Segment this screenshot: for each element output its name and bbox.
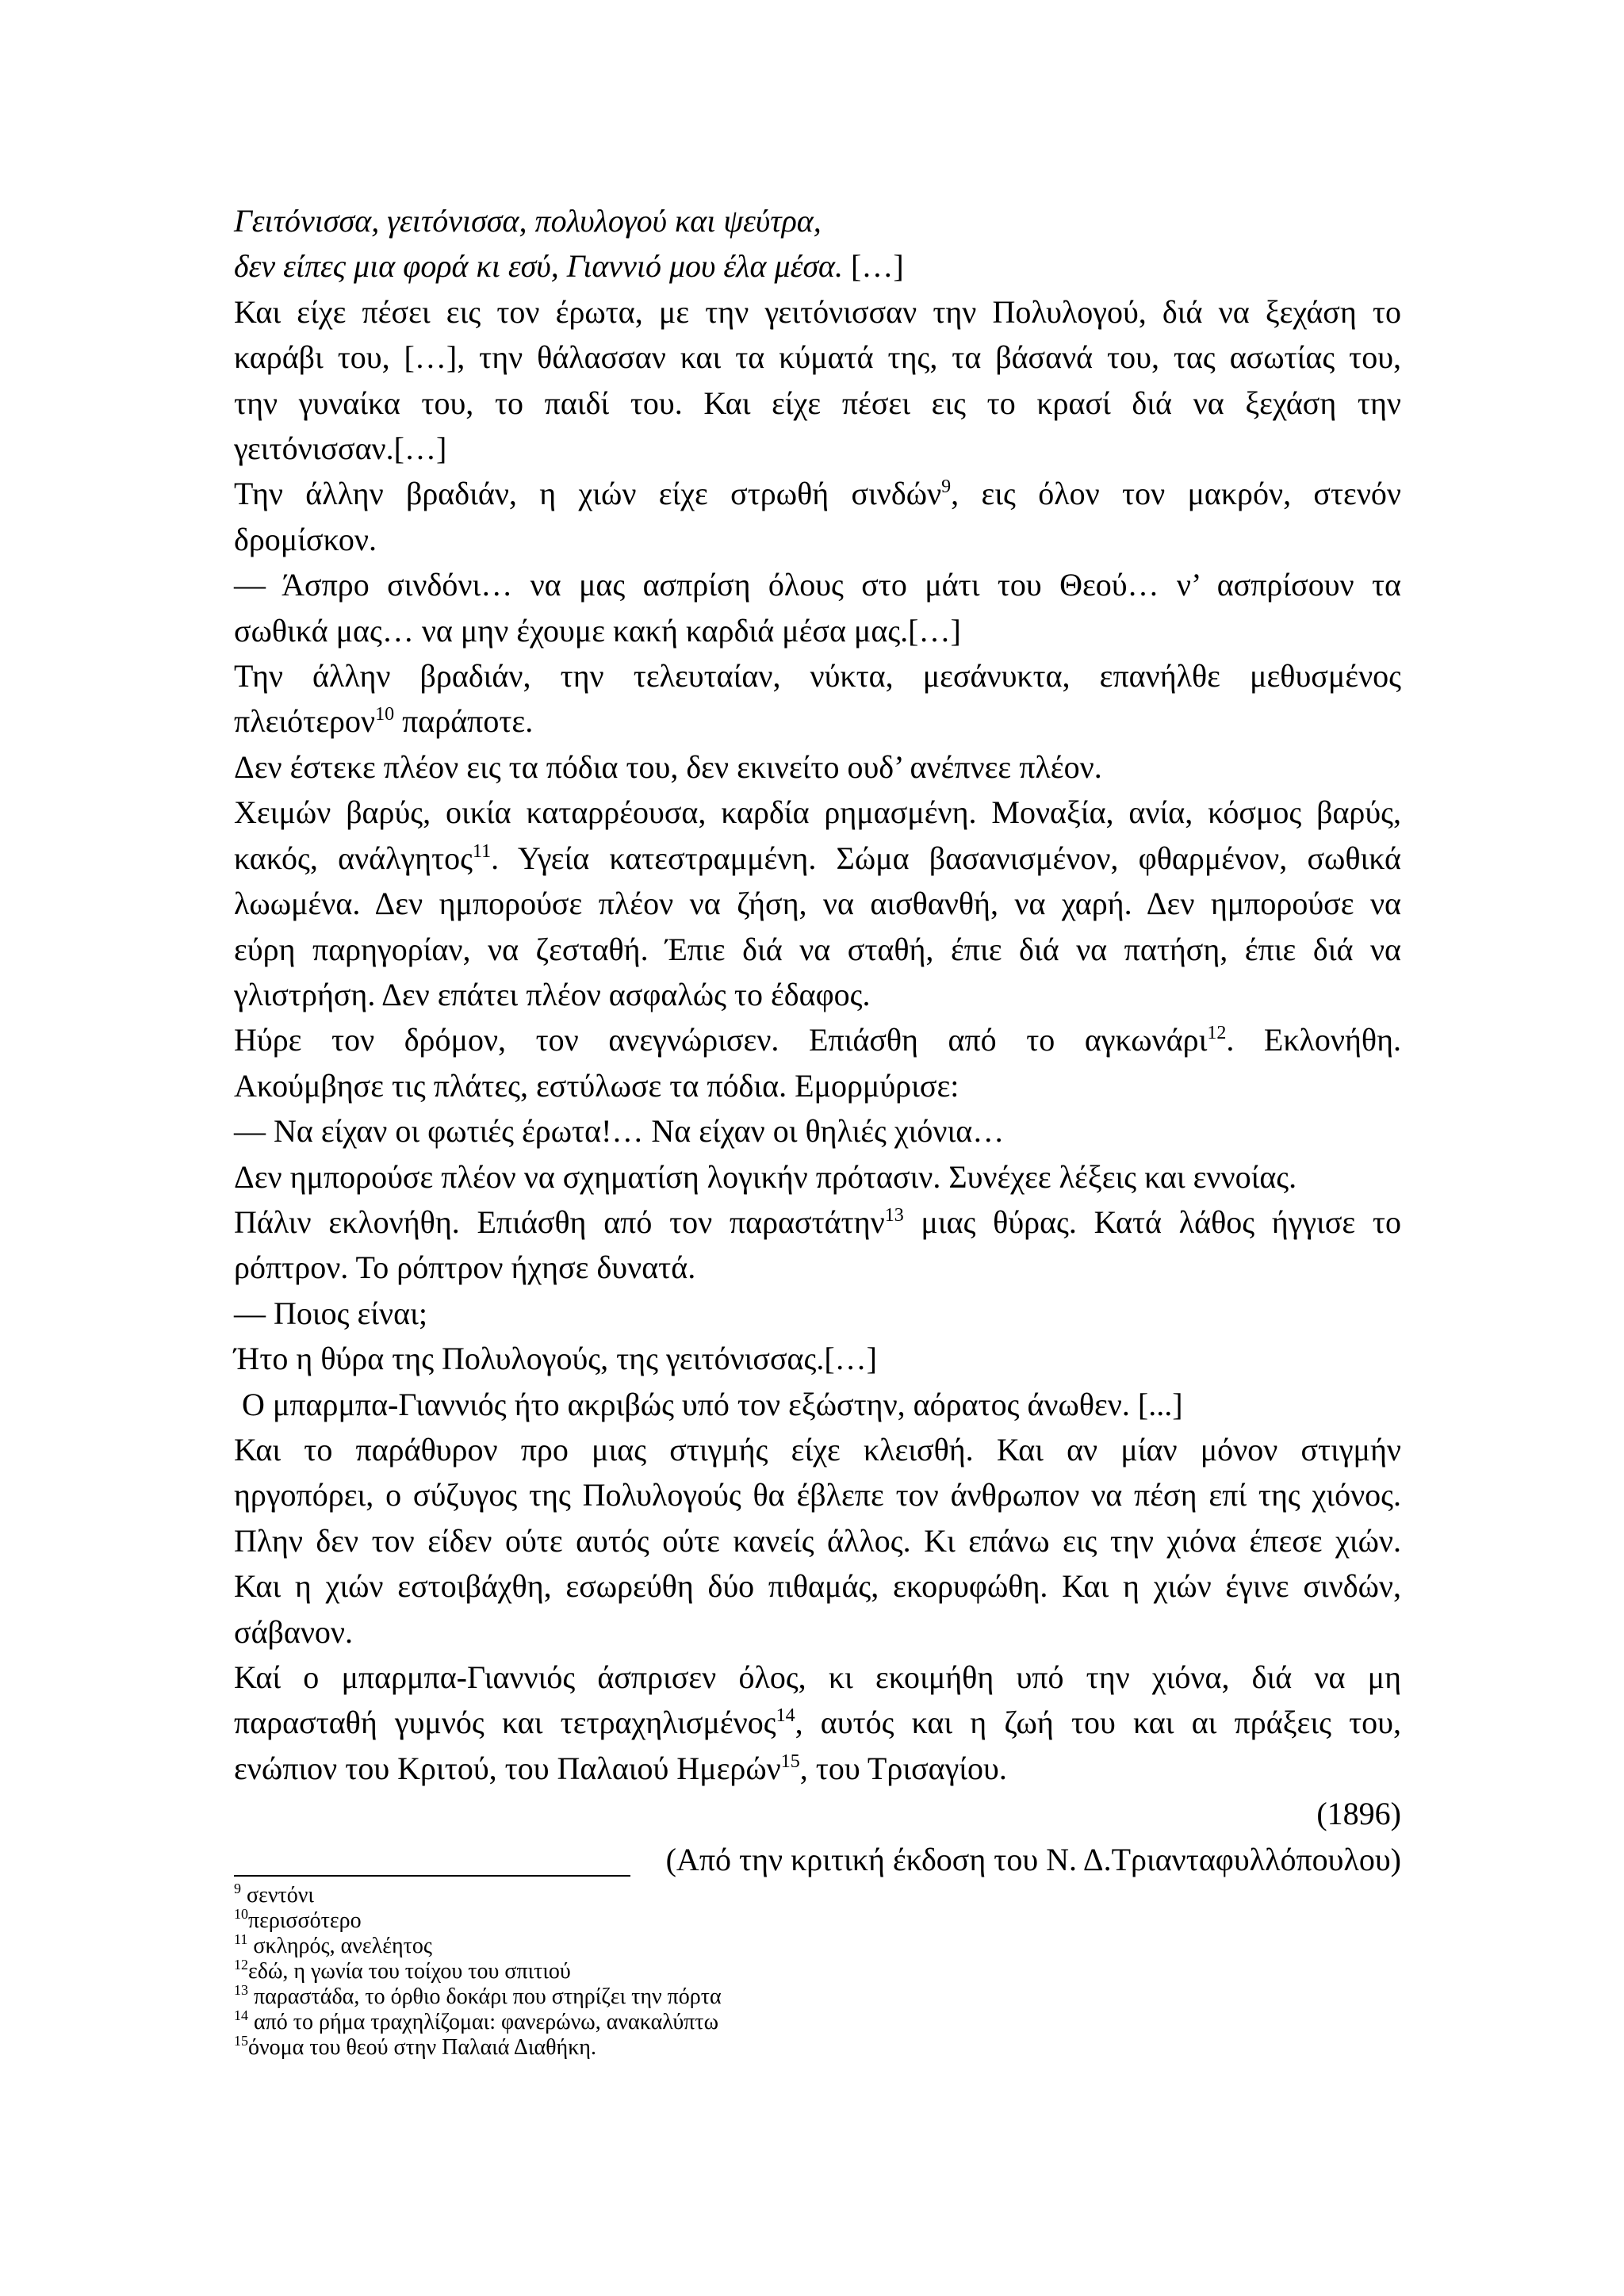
paragraph-line: Καί ο μπαρμπα-Γιαννιός άσπρισεν όλος, κι εκοιμήθη υπό την χιόνα, διά να μη: [234, 1659, 1401, 1695]
footnote-ref: 13: [884, 1204, 904, 1226]
paragraph-line: Την άλλην βραδιάν, η χιών είχε στρωθή σινδών$^9$, εις όλον τον μακρόν, στενόν: [234, 476, 1402, 512]
paragraph-line: Δεν έστεκε πλέον εις τα πόδια του, δεν εκινείτο ουδ’ ανέπνεε πλέον.: [234, 748, 1102, 785]
paragraph-line: λωωμένα. Δεν ημπορούσε πλέον να ζήση, να αισθανθή, να χαρή. Δεν ημπορούσε να: [234, 886, 1401, 922]
footnote-ref: 15: [780, 1751, 800, 1772]
dialogue-line: σωθικά μας… να μην έχουμε κακή καρδιά μέσα μας.[…]: [234, 612, 961, 649]
date-line: (1896): [1316, 1796, 1401, 1832]
verse-line: δεν είπες μια φορά κι εσύ, Γιαννιό μου έλα μέσα. […]: [234, 248, 904, 285]
paragraph-line: Χειμών βαρύς, οικία καταρρέουσα, καρδία ρημασμένη. Μοναξία, ανία, κόσμος βαρύς,: [234, 794, 1401, 831]
paragraph-line: παρασταθή γυμνός και τετραχηλισμένος$^{14}$, αυτός και η ζωή του και αι πράξεις του,: [234, 1705, 1401, 1741]
paragraph-line: Ηύρε τον δρόμον, τον ανεγνώρισεν. Επιάσθη από το αγκωνάρι$^{12}$. Εκλονήθη.: [234, 1022, 1401, 1058]
footnote-11: $^{11}$ σκληρός, ανελέητος: [234, 1931, 432, 1958]
paragraph-line: ρόπτρον. Το ρόπτρον ήχησε δυνατά.: [234, 1249, 696, 1286]
footnote-10: $^{10}$περισσότερο: [234, 1906, 362, 1933]
main-text: [234, 198, 1401, 1882]
dialogue-line: — Άσπρο σινδόνι… να μας ασπρίση όλους στο μάτι του Θεού… ν’ ασπρίσουν τα: [234, 567, 1401, 603]
dialogue-line: — Ποιος είναι;: [234, 1295, 427, 1331]
footnote-ref: 11: [473, 840, 492, 862]
footnote-14: $^{14}$ από το ρήμα τραχηλίζομαι: φανερώνω, ανακαλύπτω: [234, 2007, 719, 2034]
paragraph-line: ενώπιον του Κριτού, του Παλαιού Ημερών$^{15}$, του Τρισαγίου.: [234, 1750, 1007, 1786]
footnote-ref: 10: [375, 704, 395, 725]
footnote-13: $^{13}$ παραστάδα, το όρθιο δοκάρι που στηρίζει την πόρτα: [234, 1982, 722, 2009]
paragraph-line: δρομίσκον.: [234, 521, 377, 557]
paragraph-line: την γυναίκα του, το παιδί του. Και είχε πέσει εις το κρασί διά να ξεχάση την: [234, 385, 1401, 421]
paragraph-line: Και το παράθυρον προ μιας στιγμής είχε κλεισθή. Και αν μίαν μόνον στιγμήν: [234, 1431, 1401, 1468]
paragraph-line: Ήτο η θύρα της Πολυλογούς, της γειτόνισσας.[…]: [234, 1341, 877, 1377]
paragraph-line: Την άλλην βραδιάν, την τελευταίαν, νύκτα, μεσάνυκτα, επανήλθε μεθυσμένος: [234, 658, 1401, 695]
footnote-ref: 12: [1207, 1023, 1227, 1044]
paragraph-line: πλειότερον$^{10}$ παράποτε.: [234, 703, 534, 740]
paragraph-line: Ο μπαρμπα-Γιαννιός ήτο ακριβώς υπό τον εξώστην, αόρατος άνωθεν. [...]: [242, 1386, 1183, 1422]
dialogue-line: — Να είχαν οι φωτιές έρωτα!… Να είχαν οι θηλιές χιόνια…: [234, 1113, 1005, 1150]
footnotes: [234, 1883, 1185, 2061]
footnote-ref: 14: [776, 1705, 795, 1727]
footnote-15: $^{15}$όνομα του θεού στην Παλαιά Διαθήκη.: [234, 2033, 596, 2060]
paragraph-line: ηργοπόρει, ο σύζυγος της Πολυλογούς θα έβλεπε τον άνθρωπον να πέση επί της χιόνος.: [234, 1477, 1401, 1513]
paragraph-line: γειτόνισσαν.[…]: [234, 430, 447, 467]
paragraph-line: Και είχε πέσει εις τον έρωτα, με την γειτόνισσαν την Πολυλογού, διά να ξεχάση το: [234, 293, 1401, 330]
footnote-ref: 9: [941, 476, 952, 498]
source-line: (Από την κριτική έκδοση του Ν. Δ.Τριανταφυλλόπουλου): [665, 1841, 1401, 1877]
footnote-12: $^{12}$εδώ, η γωνία του τοίχου του σπιτιού: [234, 1957, 571, 1984]
verse-line: Γειτόνισσα, γειτόνισσα, πολυλογού και ψεύτρα,: [234, 203, 822, 239]
paragraph-line: γλιστρήση. Δεν επάτει πλέον ασφαλώς το έδαφος.: [234, 976, 871, 1012]
paragraph-line: Δεν ημπορούσε πλέον να σχηματίση λογικήν πρότασιν. Συνέχεε λέξεις και εννοίας.: [234, 1158, 1297, 1195]
paragraph-line: Πλην δεν τον είδεν ούτε αυτός ούτε κανείς άλλος. Κι επάνω εις την χιόνα έπεσε χιών.: [234, 1522, 1401, 1559]
footnote-separator: [234, 1875, 630, 1877]
paragraph-line: Και η χιών εστοιβάχθη, εσωρεύθη δύο πιθαμάς, εκορυφώθη. Και η χιών έγινε σινδών,: [234, 1568, 1401, 1605]
paragraph-line: κακός, ανάλγητος$^{11}$. Υγεία κατεστραμμένη. Σώμα βασανισμένον, φθαρμένον, σωθικά: [234, 840, 1402, 876]
paragraph-line: Ακούμβησε τις πλάτες, εστύλωσε τα πόδια. Εμορμύρισε:: [234, 1067, 959, 1104]
paragraph-line: Πάλιν εκλονήθη. Επιάσθη από τον παραστάτην$^{13}$ μιας θύρας. Κατά λάθος ήγγισε το: [234, 1203, 1401, 1240]
footnote-9: $^9$ σεντόνι: [234, 1881, 314, 1908]
paragraph-line: εύρη παρηγορίαν, να ζεσταθή. Έπιε διά να σταθή, έπιε διά να πατήση, έπιε διά να: [234, 931, 1401, 967]
paragraph-line: καράβι του, […], την θάλασσαν και τα κύματά της, τα βάσανά του, τας ασωτίας του,: [234, 339, 1401, 376]
paragraph-line: σάβανον.: [234, 1613, 353, 1650]
